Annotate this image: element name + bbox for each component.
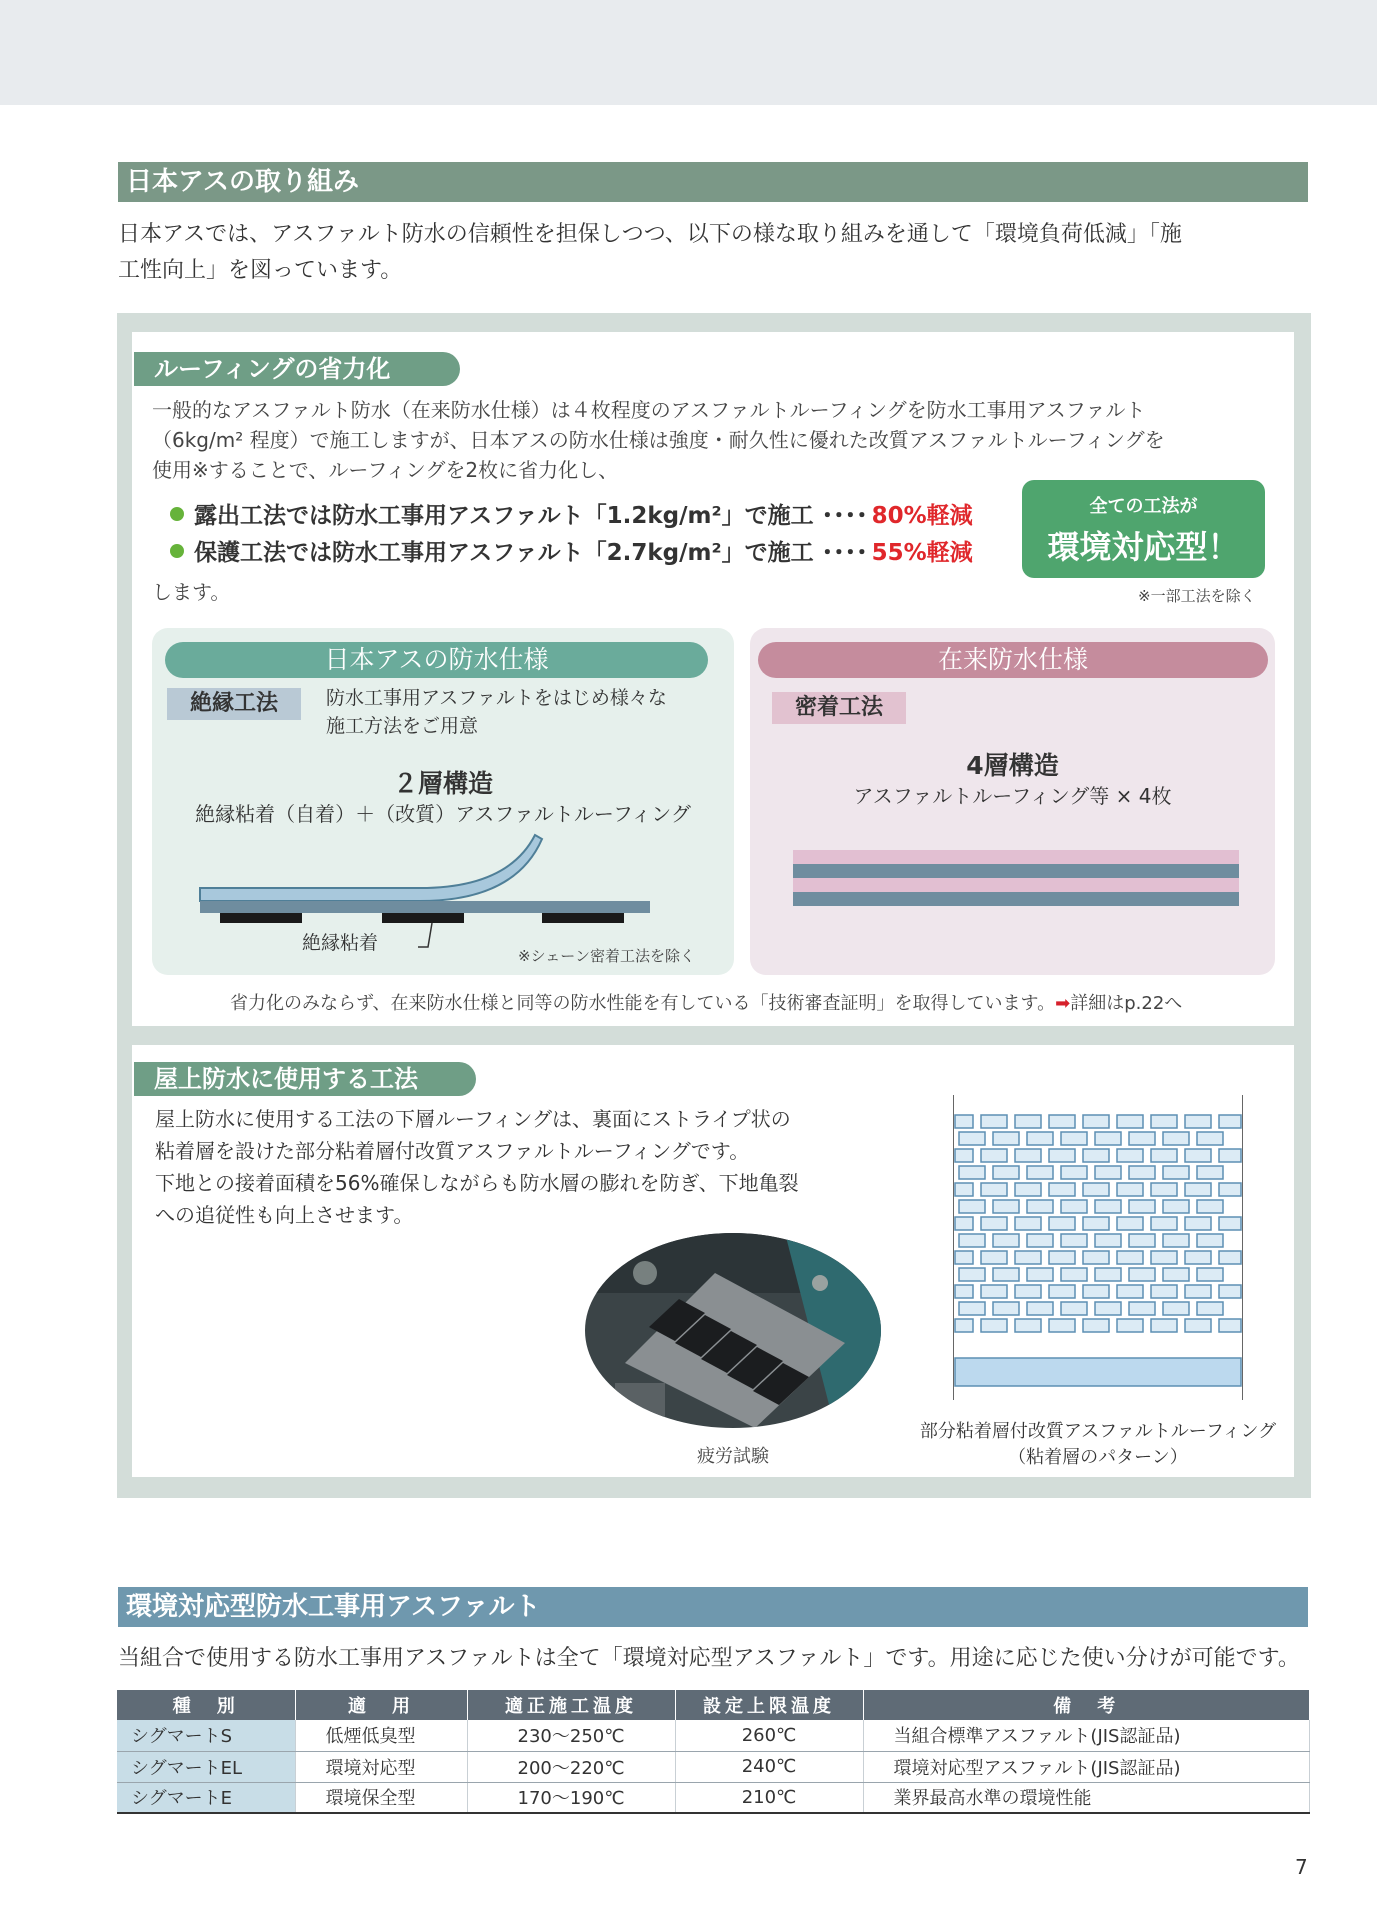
insulation-desc-line-1: 防水工事用アスファルトをはじめ様々な <box>326 687 667 709</box>
two-layer-diagram <box>190 825 660 965</box>
table-row <box>117 1782 1310 1813</box>
section-header-initiatives: 日本アスの取り組み <box>118 162 1308 202</box>
nihonasu-spec-title: 日本アスの防水仕様 <box>165 642 708 678</box>
rooftop-line-2: 粘着層を設けた部分粘着層付改質アスファルトルーフィングです。 <box>155 1139 750 1163</box>
layer-stripe-1 <box>793 850 1239 864</box>
bullet-exposed-reduction: 80%軽減 <box>871 503 973 529</box>
cell-temp: 200〜220℃ <box>467 1751 675 1782</box>
cell-type: シグマートEL <box>117 1751 295 1782</box>
insulation-method-tag: 絶縁工法 <box>167 688 301 720</box>
section2-intro: 当組合で使用する防水工事用アスファルトは全て「環境対応型アスファルト」です。用途に応じた使い分けが可能です。 <box>118 1646 1300 1671</box>
eco-badge-small: 全ての工法が <box>1089 496 1198 517</box>
adhesive-pattern-diagram <box>953 1095 1243 1400</box>
roofing-heading: ルーフィングの省力化 <box>134 352 460 386</box>
layer-stripe-3 <box>793 878 1239 892</box>
section-intro <box>118 217 1308 289</box>
roofing-line-1: 一般的なアスファルト防水（在来防水仕様）は４枚程度のアスファルトルーフィングを防水工事用アスファルト <box>152 398 1146 422</box>
eco-badge <box>1022 480 1265 578</box>
two-layer-desc: 絶縁粘着（自着）＋（改質）アスファルトルーフィング <box>195 802 691 826</box>
insulation-desc-line-2: 施工方法をご用意 <box>326 715 479 737</box>
two-layer-structure: ２層構造 <box>392 769 493 798</box>
bullet-protected-reduction: 55%軽減 <box>871 540 973 566</box>
adhered-method-tag: 密着工法 <box>772 692 906 724</box>
pattern-caption-line-2: （粘着層のパターン） <box>1008 1447 1188 1468</box>
cell-type: シグマートS <box>117 1720 295 1751</box>
cell-temp: 170〜190℃ <box>467 1782 675 1813</box>
pattern-caption-line-1: 部分粘着層付改質アスファルトルーフィング <box>919 1421 1277 1442</box>
bullet-protected-text: 保護工法では防水工事用アスファルト「2.7kg/m²」で施工 ････ <box>194 540 868 566</box>
rooftop-heading: 屋上防水に使用する工法 <box>134 1062 476 1096</box>
rooftop-paragraph <box>155 1103 799 1231</box>
intro-line-1: 日本アスでは、アスファルト防水の信頼性を担保しつつ、以下の様な取り組みを通して「環境負荷低減」「施 <box>118 222 1182 247</box>
asphalt-spec-table <box>117 1690 1310 1814</box>
layer-stripe-4 <box>793 892 1239 906</box>
roofing-line-3: 使用※することで、ルーフィングを2枚に省力化し、 <box>152 458 619 482</box>
pattern-caption <box>913 1417 1283 1469</box>
bullet-exposed-text: 露出工法では防水工事用アスファルト「1.2kg/m²」で施工 ････ <box>194 503 868 529</box>
col-header-application: 適 用 <box>295 1690 467 1720</box>
bullet-exposed <box>170 497 973 530</box>
intro-line-2: 工性向上」を図っています。 <box>118 258 403 283</box>
layer-stripe-2 <box>793 864 1239 878</box>
bullet-protected <box>170 534 973 567</box>
certification-text: 省力化のみならず、在来防水仕様と同等の防水性能を有している「技術審査証明」を取得しています。 <box>230 993 1056 1014</box>
col-header-type: 種 別 <box>117 1690 295 1720</box>
table-row <box>117 1720 1310 1751</box>
rooftop-line-1: 屋上防水に使用する工法の下層ルーフィングは、裏面にストライプ状の <box>155 1107 791 1131</box>
cell-notes: 環境対応型アスファルト(JIS認証品) <box>863 1751 1310 1782</box>
cell-max-temp: 260℃ <box>675 1720 863 1751</box>
cell-type: シグマートE <box>117 1782 295 1813</box>
cell-application: 低煙低臭型 <box>295 1720 467 1751</box>
bullet-dot <box>170 507 184 521</box>
adhesive-stripe <box>542 913 624 923</box>
arrow-right-icon: ➡ <box>1055 993 1071 1014</box>
roofing-closing: します。 <box>152 580 231 604</box>
cell-application: 環境対応型 <box>295 1751 467 1782</box>
photo-caption: 疲労試験 <box>697 1446 769 1467</box>
cell-notes: 業界最高水準の環境性能 <box>863 1782 1310 1813</box>
table-row <box>117 1751 1310 1782</box>
label-leader-line <box>418 923 432 947</box>
top-band <box>0 0 1377 105</box>
conventional-spec-title: 在来防水仕様 <box>758 642 1268 678</box>
four-layer-desc: アスファルトルーフィング等 × 4枚 <box>853 784 1172 808</box>
col-header-max-temp: 設定上限温度 <box>675 1690 863 1720</box>
section-header-eco-asphalt: 環境対応型防水工事用アスファルト <box>118 1587 1308 1627</box>
insulation-method-desc <box>326 684 667 740</box>
certification-note <box>230 989 1182 1015</box>
page-number: 7 <box>1295 1855 1308 1879</box>
cell-max-temp: 240℃ <box>675 1751 863 1782</box>
cell-temp: 230〜250℃ <box>467 1720 675 1751</box>
shane-note: ※シェーン密着工法を除く <box>518 947 695 965</box>
fatigue-test-photo <box>585 1233 881 1428</box>
col-header-notes: 備 考 <box>863 1690 1310 1720</box>
badge-note: ※一部工法を除く <box>1138 587 1256 605</box>
adhesive-stripe <box>220 913 302 923</box>
roofing-sheet-lower <box>200 901 650 913</box>
roofing-line-2: （6kg/m² 程度）で施工しますが、日本アスの防水仕様は強度・耐久性に優れた改質アスファルトルーフィングを <box>152 428 1165 452</box>
rooftop-line-4: への追従性も向上させます。 <box>155 1203 414 1227</box>
details-link[interactable]: 詳細はp.22へ <box>1070 993 1183 1014</box>
roofing-sheet-upper <box>200 835 542 901</box>
adhesive-stripe <box>382 913 464 923</box>
rooftop-line-3: 下地との接着面積を56%確保しながらも防水層の膨れを防ぎ、下地亀裂 <box>155 1171 799 1195</box>
eco-badge-big: 環境対応型！ <box>1047 528 1240 566</box>
cell-notes: 当組合標準アスファルト(JIS認証品) <box>863 1720 1310 1751</box>
roofing-paragraph <box>152 395 1272 485</box>
cell-max-temp: 210℃ <box>675 1782 863 1813</box>
insulation-adhesive-label: 絶縁粘着 <box>302 932 379 954</box>
table-header-row <box>117 1690 1310 1720</box>
cell-application: 環境保全型 <box>295 1782 467 1813</box>
col-header-temp: 適正施工温度 <box>467 1690 675 1720</box>
four-layer-structure: 4層構造 <box>966 751 1059 780</box>
bullet-dot <box>170 544 184 558</box>
